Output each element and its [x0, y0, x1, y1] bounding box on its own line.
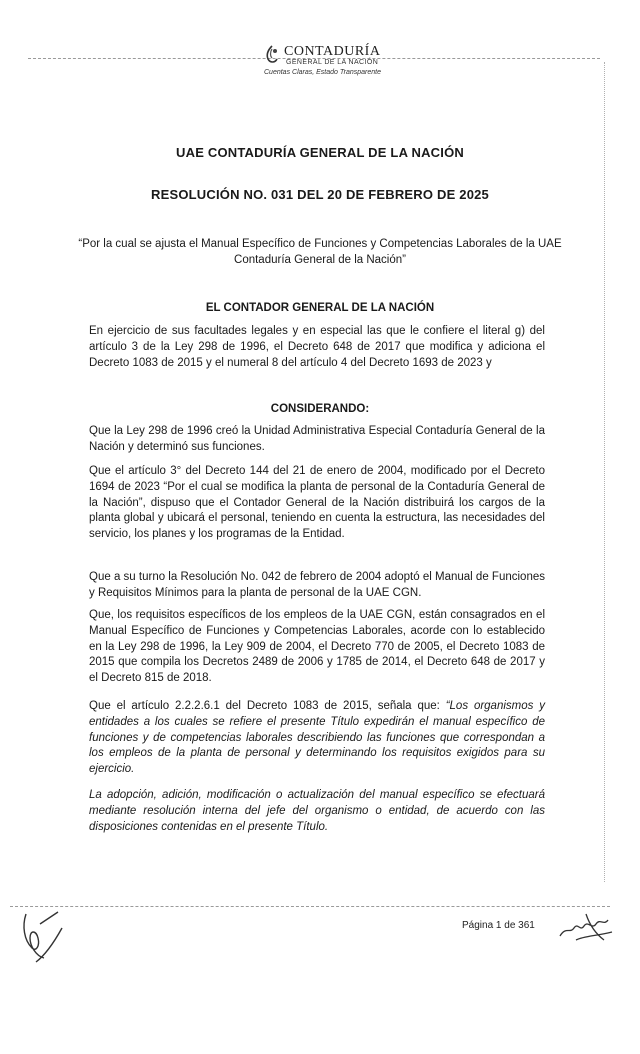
considerando-paragraph-2: Que el artículo 3° del Decreto 144 del 21 de enero de 2004, modificado por el Decreto 1694 de 2023 “Por el cual se modifica la planta de personal de la Contaduría General de la Nación”, dispuso que el Contador General de la Nación distribuirá los cargos de la planta global y ubicará el personal, teniendo en cuenta la estructura, las necesidades del servicio, los planes y los programas de la Entidad.	[89, 465, 545, 541]
scan-border-right	[604, 62, 605, 882]
entity-heading: UAE CONTADURÍA GENERAL DE LA NACIÓN	[176, 145, 464, 160]
considerando-paragraph-5	[89, 699, 545, 778]
paragraph-lead: Que el artículo 2.2.2.6.1 del Decreto 1083 de 2015, señala que:	[89, 700, 446, 712]
considerando-paragraph-4: Que, los requisitos específicos de los empleos de la UAE CGN, están consagrados en el Manual Específico de Funciones y Competencias Laborales, acorde con lo establecido en la Ley 298 de 1996, la Ley 909 de 2004, el Decreto 770 de 2005, el Decreto 1083 de 2015 que compila los Decretos 2489 de 2006 y 1785 de 2014, el Decreto 648 de 2017 y el Decreto 815 de 2018.	[89, 609, 545, 685]
scan-border-bottom	[10, 906, 610, 907]
cgn-logo	[262, 44, 392, 80]
logo-emblem-icon	[262, 44, 282, 66]
handwritten-initials-left	[18, 906, 66, 966]
logo-subtitle: GENERAL DE LA NACIÓN	[286, 59, 379, 66]
logo-name: CONTADURÍA	[284, 44, 381, 59]
intro-paragraph: En ejercicio de sus facultades legales y en especial las que le confiere el literal g) del artículo 3 de la Ley 298 de 1996, el Decreto 648 de 2017 que modifica y adiciona el Decreto 1083 de 2015 y el numeral 8 del artículo 4 del Decreto 1693 de 2023 y	[89, 325, 545, 369]
considerando-paragraph-6: La adopción, adición, modificación o actualización del manual específico se efectuará mediante resolución interna del jefe del organismo o entidad, de acuerdo con las disposiciones contenidas en el presente Título.	[89, 789, 545, 833]
page-number: Página 1 de 361	[462, 920, 535, 931]
considerando-paragraph-1: Que la Ley 298 de 1996 creó la Unidad Administrativa Especial Contaduría General de la Nación y determinó sus funciones.	[89, 425, 545, 453]
considerando-heading: CONSIDERANDO:	[270, 403, 370, 415]
resolution-subject: “Por la cual se ajusta el Manual Específico de Funciones y Competencias Laborales de la UAE Contaduría General de la Nación”	[78, 238, 562, 266]
resolution-title: RESOLUCIÓN NO. 031 DEL 20 DE FEBRERO DE 2025	[151, 187, 489, 202]
contador-heading: EL CONTADOR GENERAL DE LA NACIÓN	[205, 302, 435, 314]
considerando-paragraph-3: Que a su turno la Resolución No. 042 de febrero de 2004 adoptó el Manual de Funciones y Requisitos Mínimos para la planta de personal de la UAE CGN.	[89, 571, 545, 599]
handwritten-signature-right	[556, 906, 616, 946]
logo-tagline: Cuentas Claras, Estado Transparente	[264, 69, 381, 76]
decree-quote: “Los organismos y entidades a los cuales se refiere el presente Título expedirán el manual específico de funciones y de competencias laborales describiendo las funciones que correspondan a los empleos de la planta de personal y determinando los requisitos exigidos para su ejercicio.	[89, 700, 545, 776]
